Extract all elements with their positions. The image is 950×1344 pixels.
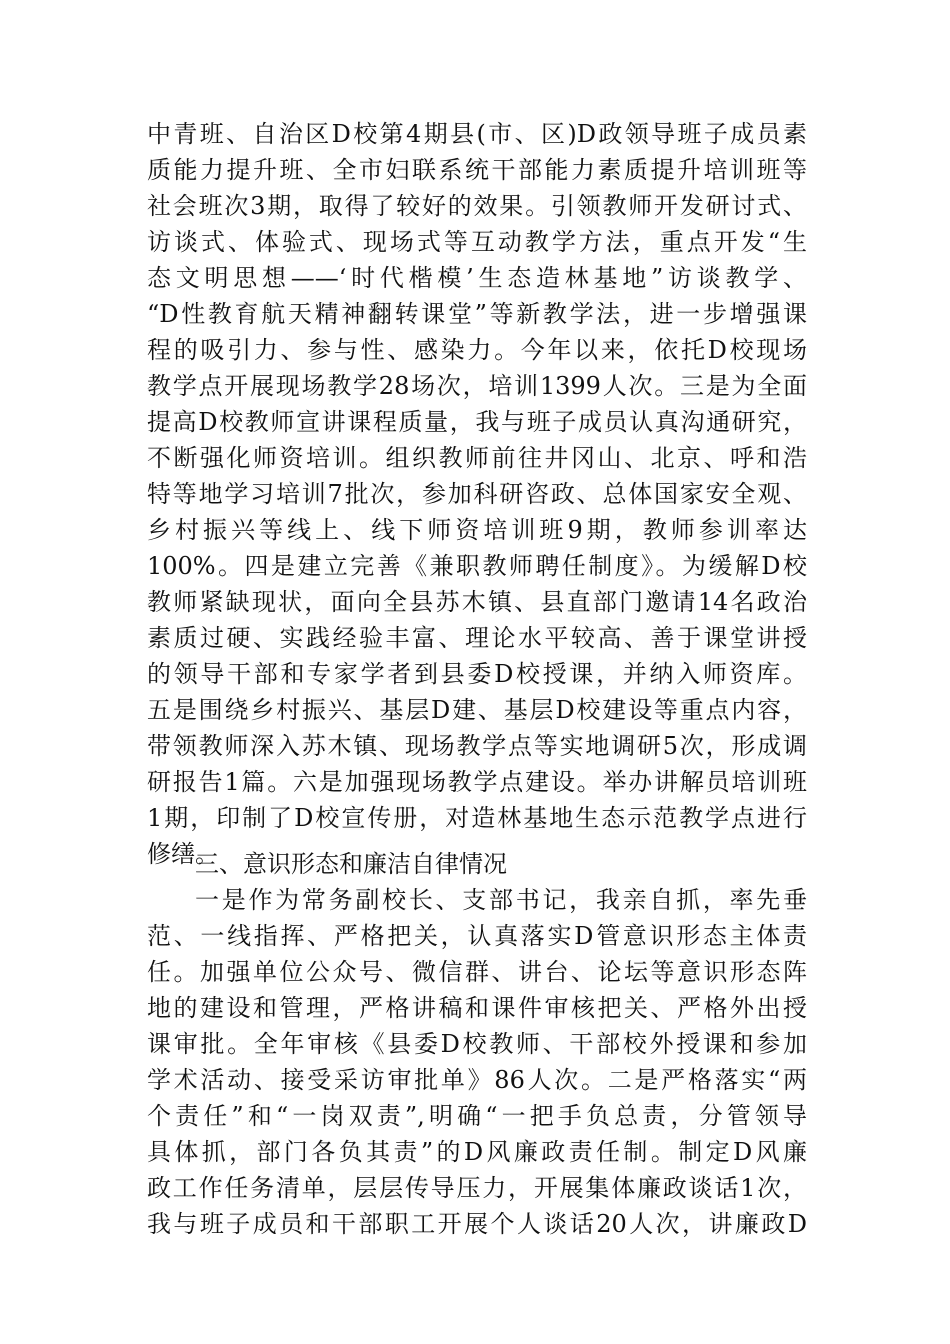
paragraph-line: 教师紧缺现状，面向全县苏木镇、县直部门邀请14名政治 [147, 588, 807, 616]
paragraph-line: 课审批。全年审核《县委D校教师、干部校外授课和参加 [147, 1030, 807, 1058]
paragraph-line: 素质过硬、实践经验丰富、理论水平较高、善于课堂讲授 [147, 624, 807, 652]
paragraph-line: 政工作任务清单，层层传导压力，开展集体廉政谈话1次， [147, 1174, 807, 1202]
paragraph-line: 的领导干部和专家学者到县委D校授课，并纳入师资库。 [147, 660, 807, 688]
paragraph-line: 教学点开展现场教学28场次，培训1399人次。三是为全面 [147, 372, 807, 400]
paragraph-line: 100%。四是建立完善《兼职教师聘任制度》。为缓解D校 [147, 552, 807, 580]
paragraph-line: 修缮。 [147, 840, 219, 868]
paragraph-line: 一是作为常务副校长、支部书记，我亲自抓，率先垂 [195, 886, 807, 914]
paragraph-line: 带领教师深入苏木镇、现场教学点等实地调研5次，形成调 [147, 732, 807, 760]
paragraph-line: 1期，印制了D校宣传册，对造林基地生态示范教学点进行 [147, 804, 807, 832]
paragraph-line: 具体抓，部门各负其责”的D风廉政责任制。制定D风廉 [147, 1138, 807, 1166]
paragraph-line: 五是围绕乡村振兴、基层D建、基层D校建设等重点内容， [147, 696, 807, 724]
paragraph-line: 乡村振兴等线上、线下师资培训班9期，教师参训率达 [147, 516, 807, 544]
paragraph-line: 我与班子成员和干部职工开展个人谈话20人次，讲廉政D [147, 1210, 807, 1238]
paragraph-line: 质能力提升班、全市妇联系统干部能力素质提升培训班等 [147, 156, 807, 184]
paragraph-line: 中青班、自治区D校第4期县(市、区)D政领导班子成员素 [147, 120, 807, 148]
paragraph-line: 程的吸引力、参与性、感染力。今年以来，依托D校现场 [147, 336, 807, 364]
paragraph-line: 学术活动、接受采访审批单》86人次。二是严格落实“两 [147, 1066, 807, 1094]
body-paragraph-2 [147, 882, 807, 1242]
paragraph-line: 任。加强单位公众号、微信群、讲台、论坛等意识形态阵 [147, 958, 807, 986]
paragraph-line: 不断强化师资培训。组织教师前往井冈山、北京、呼和浩 [147, 444, 807, 472]
paragraph-line: 特等地学习培训7批次，参加科研咨政、总体国家安全观、 [147, 480, 807, 508]
section-heading: 三、意识形态和廉洁自律情况 [195, 850, 507, 878]
paragraph-line: 个责任”和“一岗双责”,明确“一把手负总责，分管领导 [147, 1102, 807, 1130]
paragraph-line: “D性教育航天精神翻转课堂”等新教学法，进一步增强课 [147, 300, 807, 328]
body-paragraph-1 [147, 116, 807, 872]
paragraph-line: 地的建设和管理，严格讲稿和课件审核把关、严格外出授 [147, 994, 807, 1022]
paragraph-line: 提高D校教师宣讲课程质量，我与班子成员认真沟通研究， [147, 408, 807, 436]
paragraph-line: 访谈式、体验式、现场式等互动教学方法，重点开发“生 [147, 228, 807, 256]
paragraph-line: 范、一线指挥、严格把关，认真落实D管意识形态主体责 [147, 922, 807, 950]
paragraph-line: 社会班次3期，取得了较好的效果。引领教师开发研讨式、 [147, 192, 807, 220]
paragraph-line: 研报告1篇。六是加强现场教学点建设。举办讲解员培训班 [147, 768, 807, 796]
paragraph-line: 态文明思想——‘时代楷模’生态造林基地”访谈教学、 [147, 264, 807, 292]
